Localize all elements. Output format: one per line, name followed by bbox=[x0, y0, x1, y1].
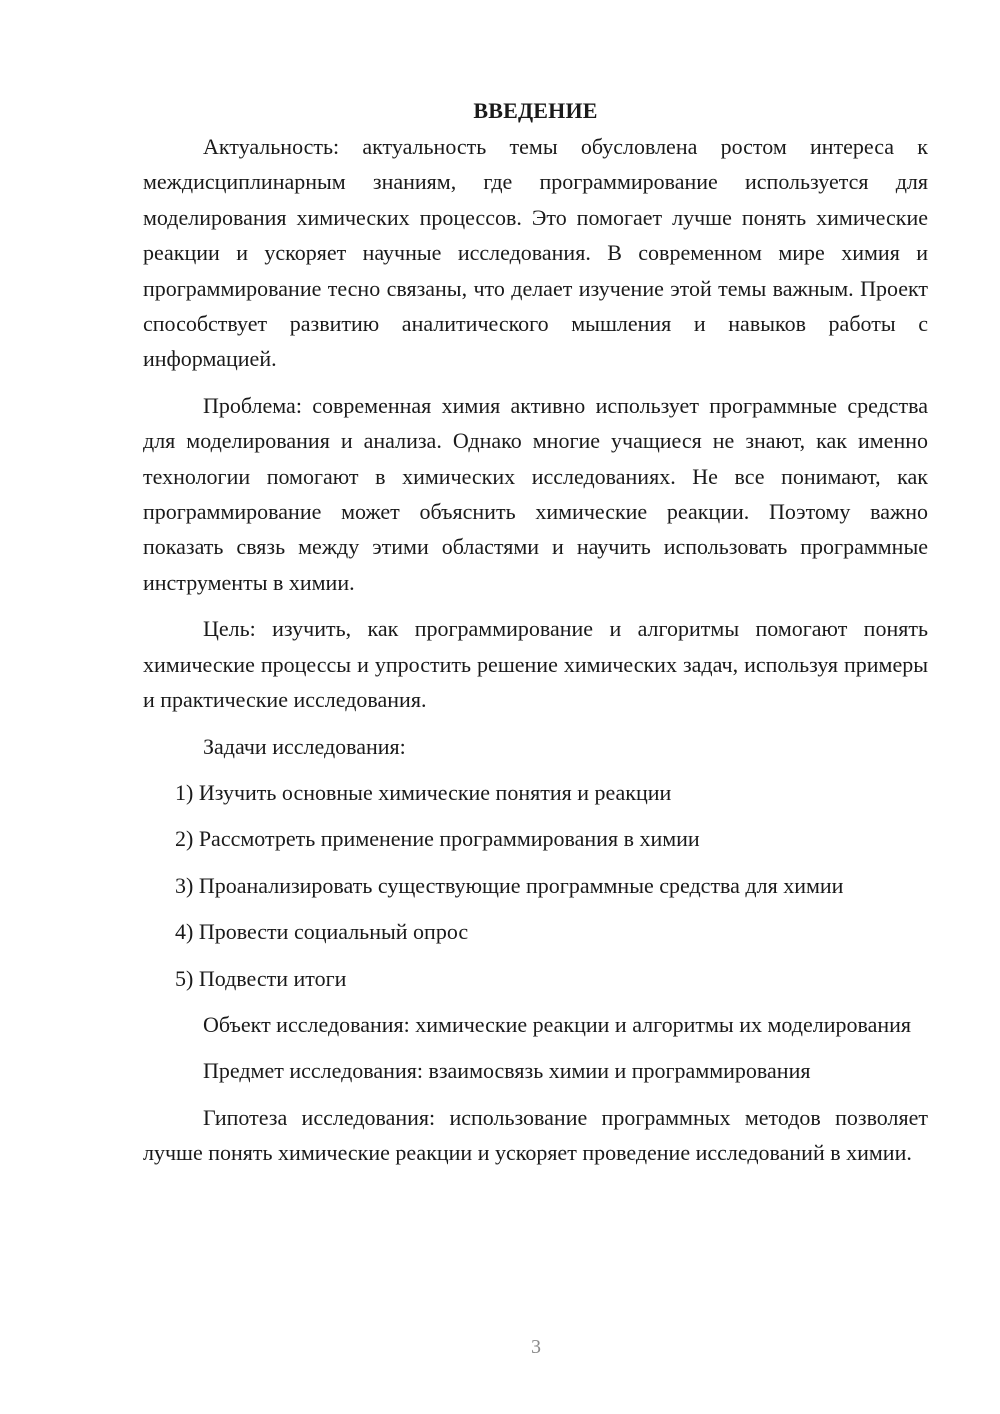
task-item-5: 5) Подвести итоги bbox=[175, 965, 347, 991]
page-number: 3 bbox=[531, 1336, 541, 1358]
section-heading: ВВЕДЕНИЕ bbox=[473, 98, 598, 123]
text-column bbox=[143, 93, 928, 1182]
paragraph-hypothesis: Гипотеза исследования: использование программных методов позволяет лучше понять химические реакции и ускоряет проведение исследований в химии. bbox=[143, 1104, 928, 1166]
task-item-4: 4) Провести социальный опрос bbox=[175, 919, 469, 945]
tasks-title: Задачи исследования: bbox=[203, 733, 406, 759]
task-item-1: 1) Изучить основные химические понятия и реакции bbox=[175, 779, 672, 805]
paragraph-relevance: Актуальность: актуальность темы обусловлена ростом интереса к междисциплинарным знаниям, где программирование используется для моделирования химических процессов. Это помогает лучше понять химические реакции и ускоряет научные исследования. В современном мире химия и программирование тесно связаны, что делает изучение этой темы важным. Проект способствует развитию аналитического мышления и навыков работы с информацией. bbox=[143, 134, 928, 372]
paragraph-object: Объект исследования: химические реакции и алгоритмы их моделирования bbox=[203, 1011, 911, 1037]
paragraph-problem: Проблема: современная химия активно использует программные средства для моделирования и анализа. Однако многие учащиеся не знают, как именно технологии помогают в химических исследованиях. Не все понимают, как программирование может объяснить химические реакции. Поэтому важно показать связь между этими областями и научить использовать программные инструменты в химии. bbox=[143, 392, 928, 595]
task-item-3: 3) Проанализировать существующие программные средства для химии bbox=[175, 872, 844, 898]
paragraph-subject: Предмет исследования: взаимосвязь химии и программирования bbox=[203, 1058, 811, 1084]
paragraph-goal: Цель: изучить, как программирование и алгоритмы помогают понять химические процессы и упростить решение химических задач, используя примеры и практические исследования. bbox=[143, 616, 928, 713]
task-item-2: 2) Рассмотреть применение программирования в химии bbox=[175, 826, 700, 852]
